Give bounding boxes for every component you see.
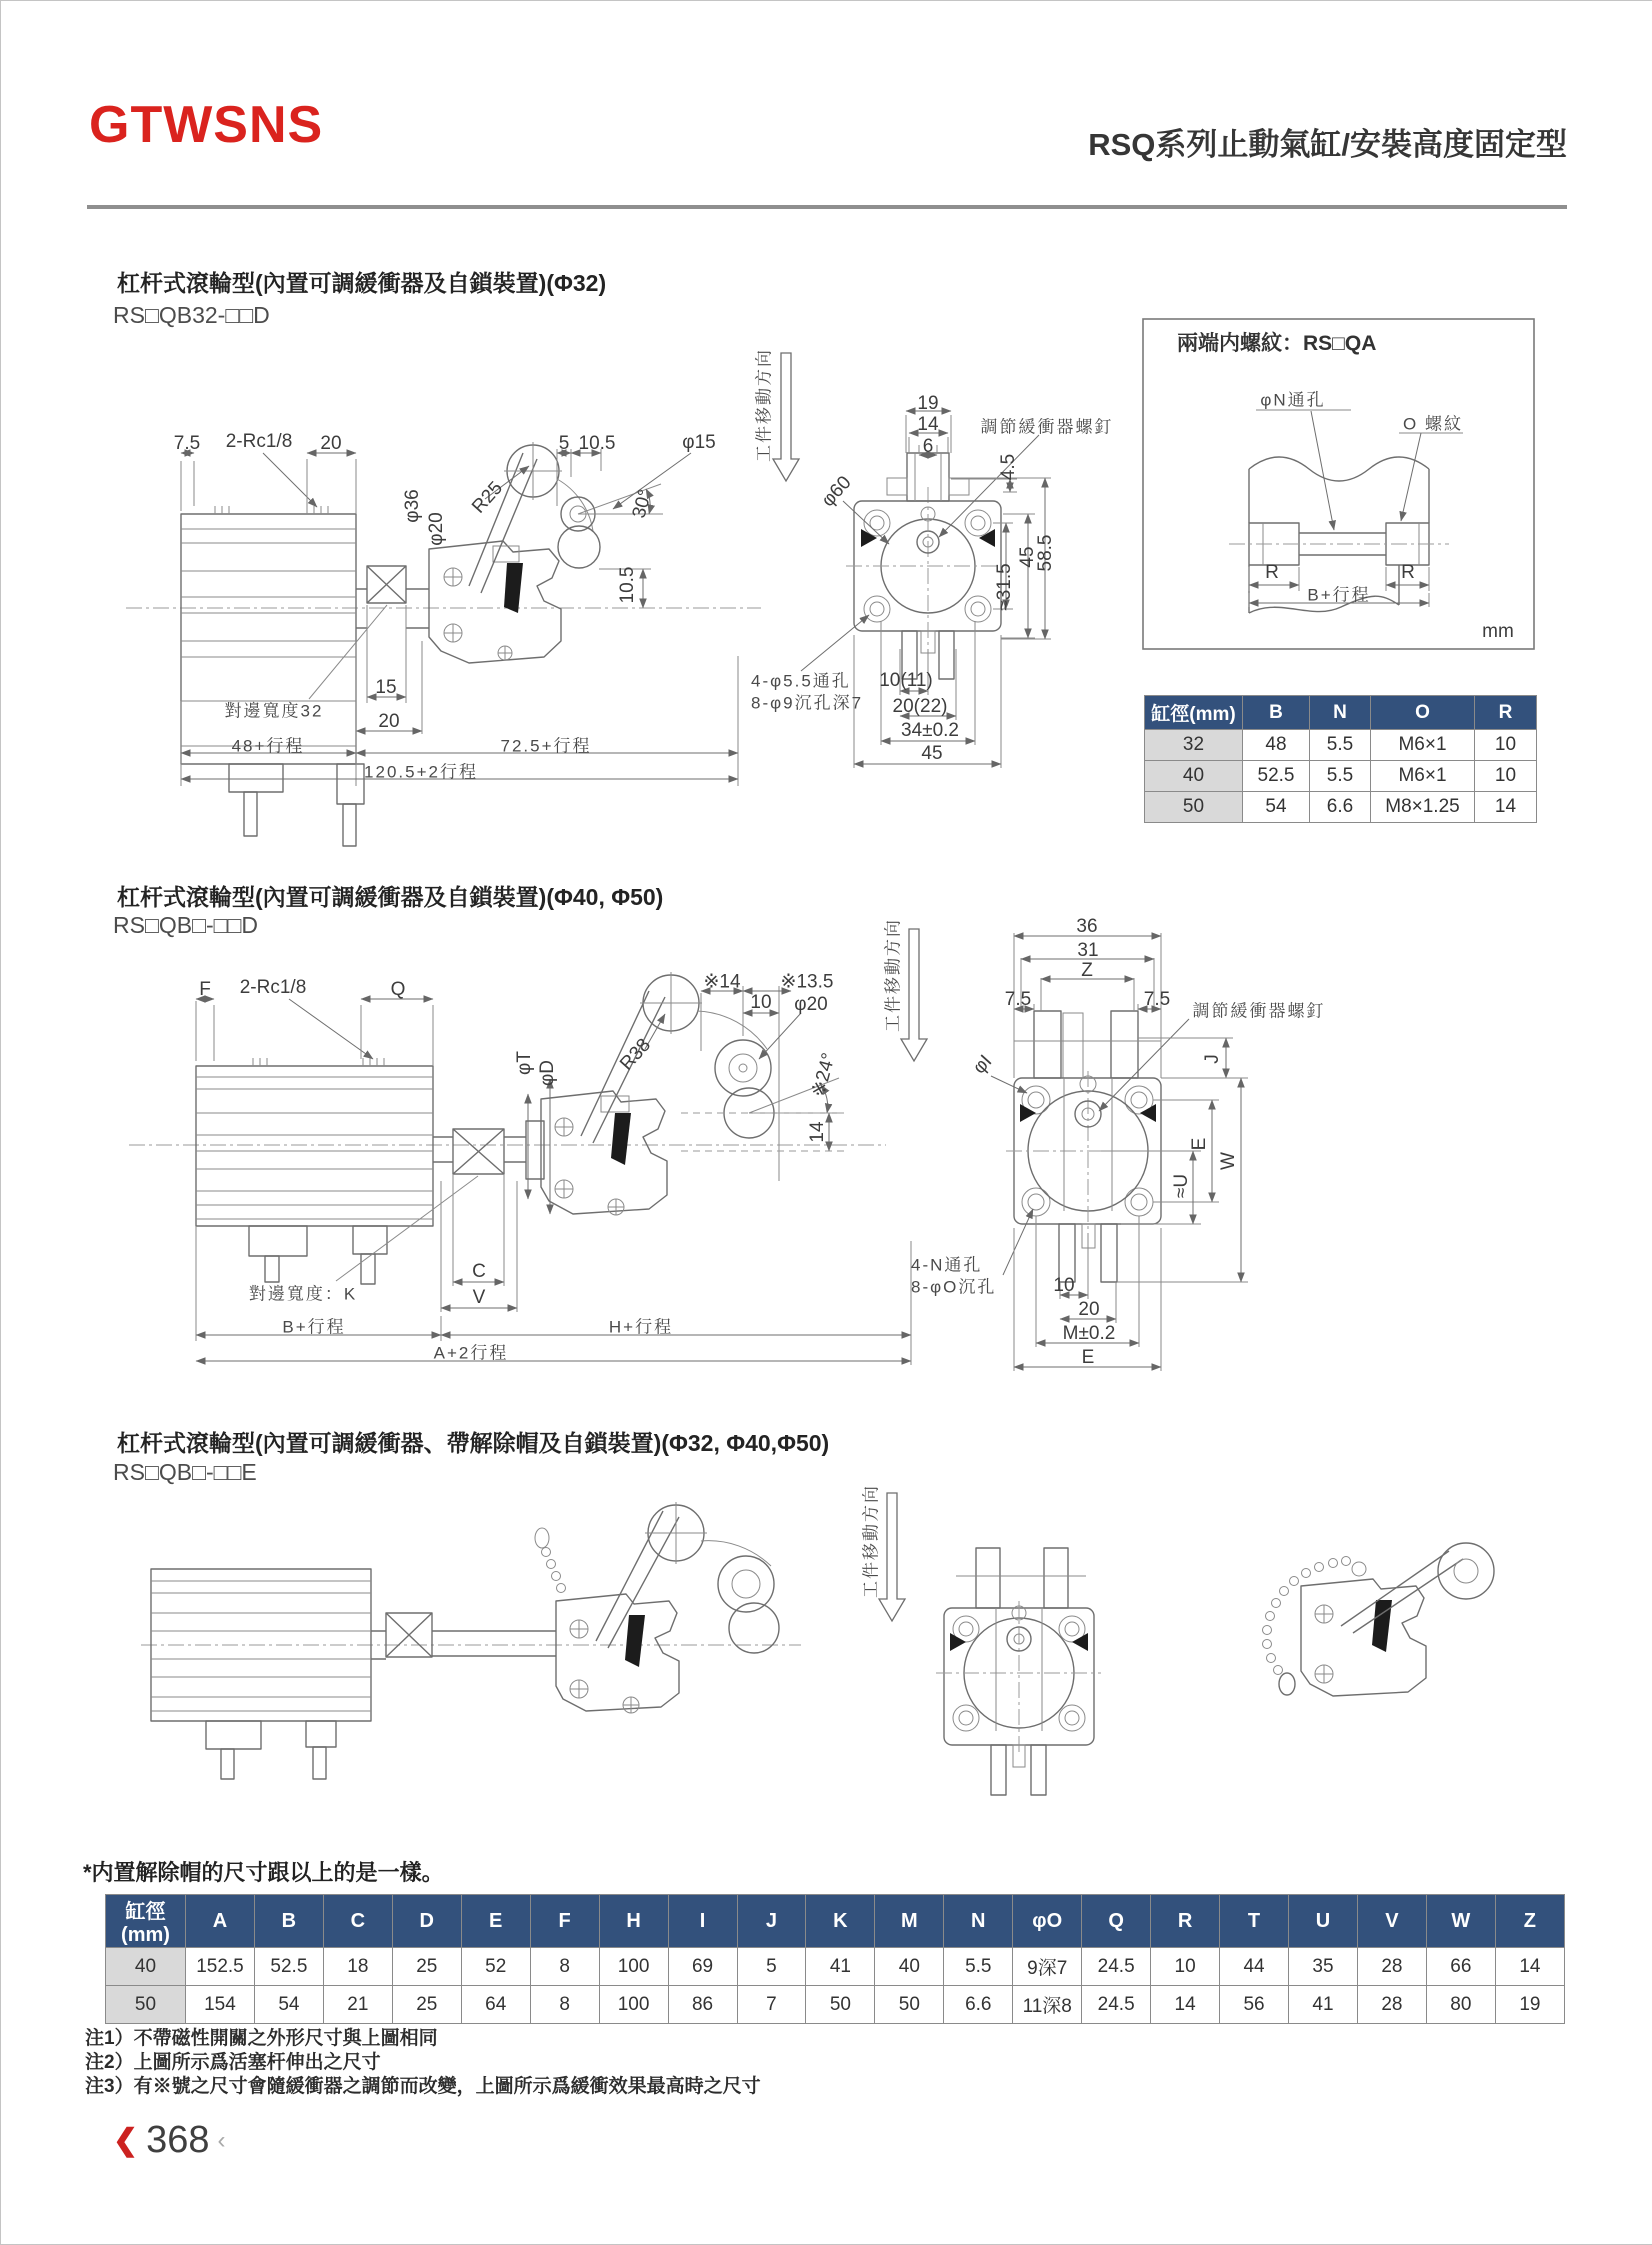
dim-j: J [1202,1054,1223,1064]
col-header: Z [1495,1895,1564,1948]
label-work-move-direction-3: 工件移動方向 [861,1484,881,1598]
label-work-move-direction-2: 工件移動方向 [883,918,903,1032]
dim-r25: R25 [468,477,508,518]
dim-34: 34±0.2 [901,720,959,741]
cell: 100 [599,1986,668,2024]
cell: 6.6 [944,1986,1013,2024]
cell: 5.5 [1310,730,1371,761]
cell: 32 [1145,730,1243,761]
dim-b-stroke: B+行程 [1307,585,1371,605]
section2-model: RS□QB□-□□D [113,912,259,938]
dim-30deg: 30° [628,487,657,521]
col-header: 缸徑(mm) [1145,696,1243,730]
dim-q: Q [390,979,406,1000]
dim-m: M±0.2 [1062,1323,1116,1344]
dim-10-s2: 10 [750,992,772,1013]
dim-10-5-top: 10.5 [578,433,616,454]
cell: 5.5 [1310,761,1371,792]
cell: 28 [1357,1986,1426,2024]
cell: 40 [106,1948,186,1986]
cell: 52.5 [254,1948,323,1986]
cell: 21 [323,1986,392,2024]
dim-19: 19 [917,393,939,414]
label-counterbore-2: 8-φO沉孔 [911,1277,997,1297]
col-header: O [1371,696,1475,730]
dim-r38: R38 [616,1034,656,1075]
cell: 10 [1475,730,1537,761]
section1-model: RS□QB32-□□D [113,302,270,328]
dim-dia60: φ60 [817,472,856,512]
dim-6: 6 [922,436,934,457]
dim-z: Z [1081,960,1093,981]
dim-e-right: E [1189,1137,1210,1151]
dim-ref14: ※14 [703,971,741,993]
cell: 24.5 [1082,1948,1151,1986]
cell: 54 [1243,792,1310,823]
col-header: J [737,1895,806,1948]
cell: 64 [461,1986,530,2024]
s2-side-view [129,972,911,1365]
cell: 8 [530,1986,599,2024]
cell: 66 [1426,1948,1495,1986]
col-header: M [875,1895,944,1948]
col-header: C [323,1895,392,1948]
cell: 25 [392,1986,461,2024]
cell: 7 [737,1986,806,2024]
cell: 19 [1495,1986,1564,2024]
dimension-note: *内置解除帽的尺寸跟以上的是一樣。 [83,1860,444,1885]
cell: 24.5 [1082,1986,1151,2024]
dim-31-5: ≈31.5 [994,563,1015,611]
cell: 69 [668,1948,737,1986]
cell: 86 [668,1986,737,2024]
dim-31: 31 [1077,940,1099,961]
dim-r-right: R [1401,562,1415,583]
dim-36: 36 [1076,916,1098,937]
dim-v: V [472,1287,486,1308]
section3-title: 杠杆式滾輪型(內置可調緩衝器、帶解除帽及自鎖裝置)(Φ32, Φ40,Φ50) [117,1430,830,1456]
dim-7-5-right: 7.5 [1143,989,1171,1010]
page-footer [113,2119,226,2162]
dim-dia-i: φI [968,1051,997,1079]
dim-5: 5 [558,433,570,454]
s3-release-cap-detail [1263,1543,1495,1696]
dim-20-22: 20(22) [892,696,948,717]
label-buffer-screw-1: 調節緩衝器螺釘 [980,417,1114,437]
dim-dia20: φ20 [426,512,447,546]
s3-left-assembly [141,1502,801,1779]
dim-10-11: 10(11) [879,670,933,691]
cell: 52 [461,1948,530,1986]
s3-front-view [879,1493,1101,1795]
cell: 35 [1289,1948,1358,1986]
cell: 25 [392,1948,461,1986]
table-row [106,1986,1565,2024]
table-row [1145,792,1537,823]
cell: M6×1 [1371,761,1475,792]
dim-48-stroke: 48+行程 [231,736,305,756]
cell: 18 [323,1948,392,1986]
cell: 28 [1357,1948,1426,1986]
col-header: N [944,1895,1013,1948]
label-flat-width-32: 對邊寬度32 [224,701,324,721]
section1-title: 杠杆式滾輪型(內置可調緩衝器及自鎖裝置)(Φ32) [117,270,607,296]
dim-dia-t: φT [514,1051,535,1075]
dim-15: 15 [375,677,397,698]
dim-20-bot: 20 [378,711,400,732]
cell: 54 [254,1986,323,2024]
label-counterbore-1: 8-φ9沉孔深7 [751,693,864,713]
page-number: 368 [146,2119,210,2161]
section2-title: 杠杆式滾輪型(內置可調緩衝器及自鎖裝置)(Φ40, Φ50) [117,884,664,910]
col-header: V [1357,1895,1426,1948]
dim-h-stroke: H+行程 [608,1317,674,1337]
label-n-hole: φN通孔 [1260,390,1326,410]
small-left-chevron-icon: ‹ [217,2126,226,2154]
col-header: R [1151,1895,1220,1948]
cell: 40 [1145,761,1243,792]
dim-c: C [472,1261,486,1282]
col-header: B [254,1895,323,1948]
dim-45-bottom: 45 [921,743,943,764]
dim-ref24deg: ※24° [808,1050,840,1100]
cell: 14 [1495,1948,1564,1986]
cell: 9深7 [1013,1948,1082,1986]
main-dimension-table [105,1894,1565,2024]
thread-box-title: 兩端内螺紋：RS□QA [1177,332,1377,355]
dim-dia15: φ15 [682,432,716,453]
dim-2rc18: 2-Rc1/8 [225,431,293,452]
cell: M8×1.25 [1371,792,1475,823]
dim-58-5: 58.5 [1035,534,1056,572]
note-1: 注1）不帶磁性開關之外形尺寸與上圖相同 [85,2028,438,2049]
table-row [106,1948,1565,1986]
dim-f: F [199,979,211,1000]
label-through-holes-1: 4-φ5.5通孔 [751,671,851,691]
table-row [1145,761,1537,792]
dim-dia20-s2: φ20 [794,994,828,1015]
cell: 52.5 [1243,761,1310,792]
cell: 56 [1220,1986,1289,2024]
brand-logo: GTWSNS [89,96,324,154]
dim-ref13-5: ※13.5 [780,971,834,993]
dim-7-5-left: 7.5 [1004,989,1032,1010]
table-row [1145,730,1537,761]
dim-10-bot: 10 [1053,1275,1075,1296]
col-header: W [1426,1895,1495,1948]
cell: 50 [1145,792,1243,823]
col-header: N [1310,696,1371,730]
cell: 154 [186,1986,255,2024]
label-buffer-screw-2: 調節緩衝器螺釘 [1192,1001,1326,1021]
col-header: E [461,1895,530,1948]
cell: 8 [530,1948,599,1986]
cell: 41 [806,1948,875,1986]
dim-120-5-stroke: 120.5+2行程 [364,762,478,782]
cell: 50 [106,1986,186,2024]
dim-45-right: 45 [1017,546,1038,568]
section3-model: RS□QB□-□□E [113,1459,257,1485]
bore-thread-table [1144,695,1537,823]
dim-dia-d: φD [537,1059,558,1087]
label-o-thread: O 螺紋 [1403,414,1463,434]
cell: 14 [1151,1986,1220,2024]
col-header: F [530,1895,599,1948]
label-work-move-direction-1: 工件移動方向 [754,348,774,462]
col-header: K [806,1895,875,1948]
col-header: T [1220,1895,1289,1948]
s1-side-view [126,442,761,846]
cell: 44 [1220,1948,1289,1986]
cell: 50 [806,1986,875,2024]
cell: 40 [875,1948,944,1986]
dim-20-bot-s2: 20 [1078,1299,1100,1320]
cell: 50 [875,1986,944,2024]
dim-72-5-stroke: 72.5+行程 [500,736,592,756]
label-through-holes-2: 4-N通孔 [911,1255,983,1275]
cell: 152.5 [186,1948,255,1986]
dim-w: W [1218,1152,1239,1170]
dim-u: ≈U [1171,1173,1192,1199]
dim-14: 14 [917,414,939,435]
cell: 10 [1475,761,1537,792]
col-header: R [1475,696,1537,730]
cell: 6.6 [1310,792,1371,823]
col-header: A [186,1895,255,1948]
cell: 100 [599,1948,668,1986]
dim-r-left: R [1265,562,1279,583]
col-header: U [1289,1895,1358,1948]
left-arrow-icon: ❮ [113,2124,139,2157]
dim-a-stroke: A+2行程 [433,1343,509,1363]
cell: M6×1 [1371,730,1475,761]
cell: 41 [1289,1986,1358,2024]
dim-20-top: 20 [320,433,342,454]
note-3: 注3）有※號之尺寸會隨緩衝器之調節而改變，上圖所示爲緩衝效果最高時之尺寸 [85,2076,761,2097]
dim-e-bottom: E [1081,1347,1095,1368]
col-header: B [1243,696,1310,730]
dim-7-5: 7.5 [173,433,201,454]
dim-dia36: φ36 [402,489,423,523]
cell: 48 [1243,730,1310,761]
note-2: 注2）上圖所示爲活塞杆伸出之尺寸 [85,2052,381,2073]
label-flat-width-k: 對邊寬度：K [248,1284,358,1304]
dim-b-stroke-s2: B+行程 [282,1317,346,1337]
col-header: φO [1013,1895,1082,1948]
cell: 80 [1426,1986,1495,2024]
unit-mm: mm [1482,621,1514,642]
page-title: RSQ系列止動氣缸/安裝高度固定型 [1088,127,1567,162]
dim-14-s2: 14 [807,1121,828,1143]
col-header: I [668,1895,737,1948]
cell: 10 [1151,1948,1220,1986]
cell: 14 [1475,792,1537,823]
cell: 5 [737,1948,806,1986]
col-header: H [599,1895,668,1948]
dim-2rc18-s2: 2-Rc1/8 [239,977,307,998]
dim-4-5: 4.5 [998,453,1019,481]
dim-10-5-side: 10.5 [617,566,638,604]
cell: 5.5 [944,1948,1013,1986]
cell: 11深8 [1013,1986,1082,2024]
col-header: D [392,1895,461,1948]
col-header: 缸徑(mm) [106,1895,186,1948]
col-header: Q [1082,1895,1151,1948]
